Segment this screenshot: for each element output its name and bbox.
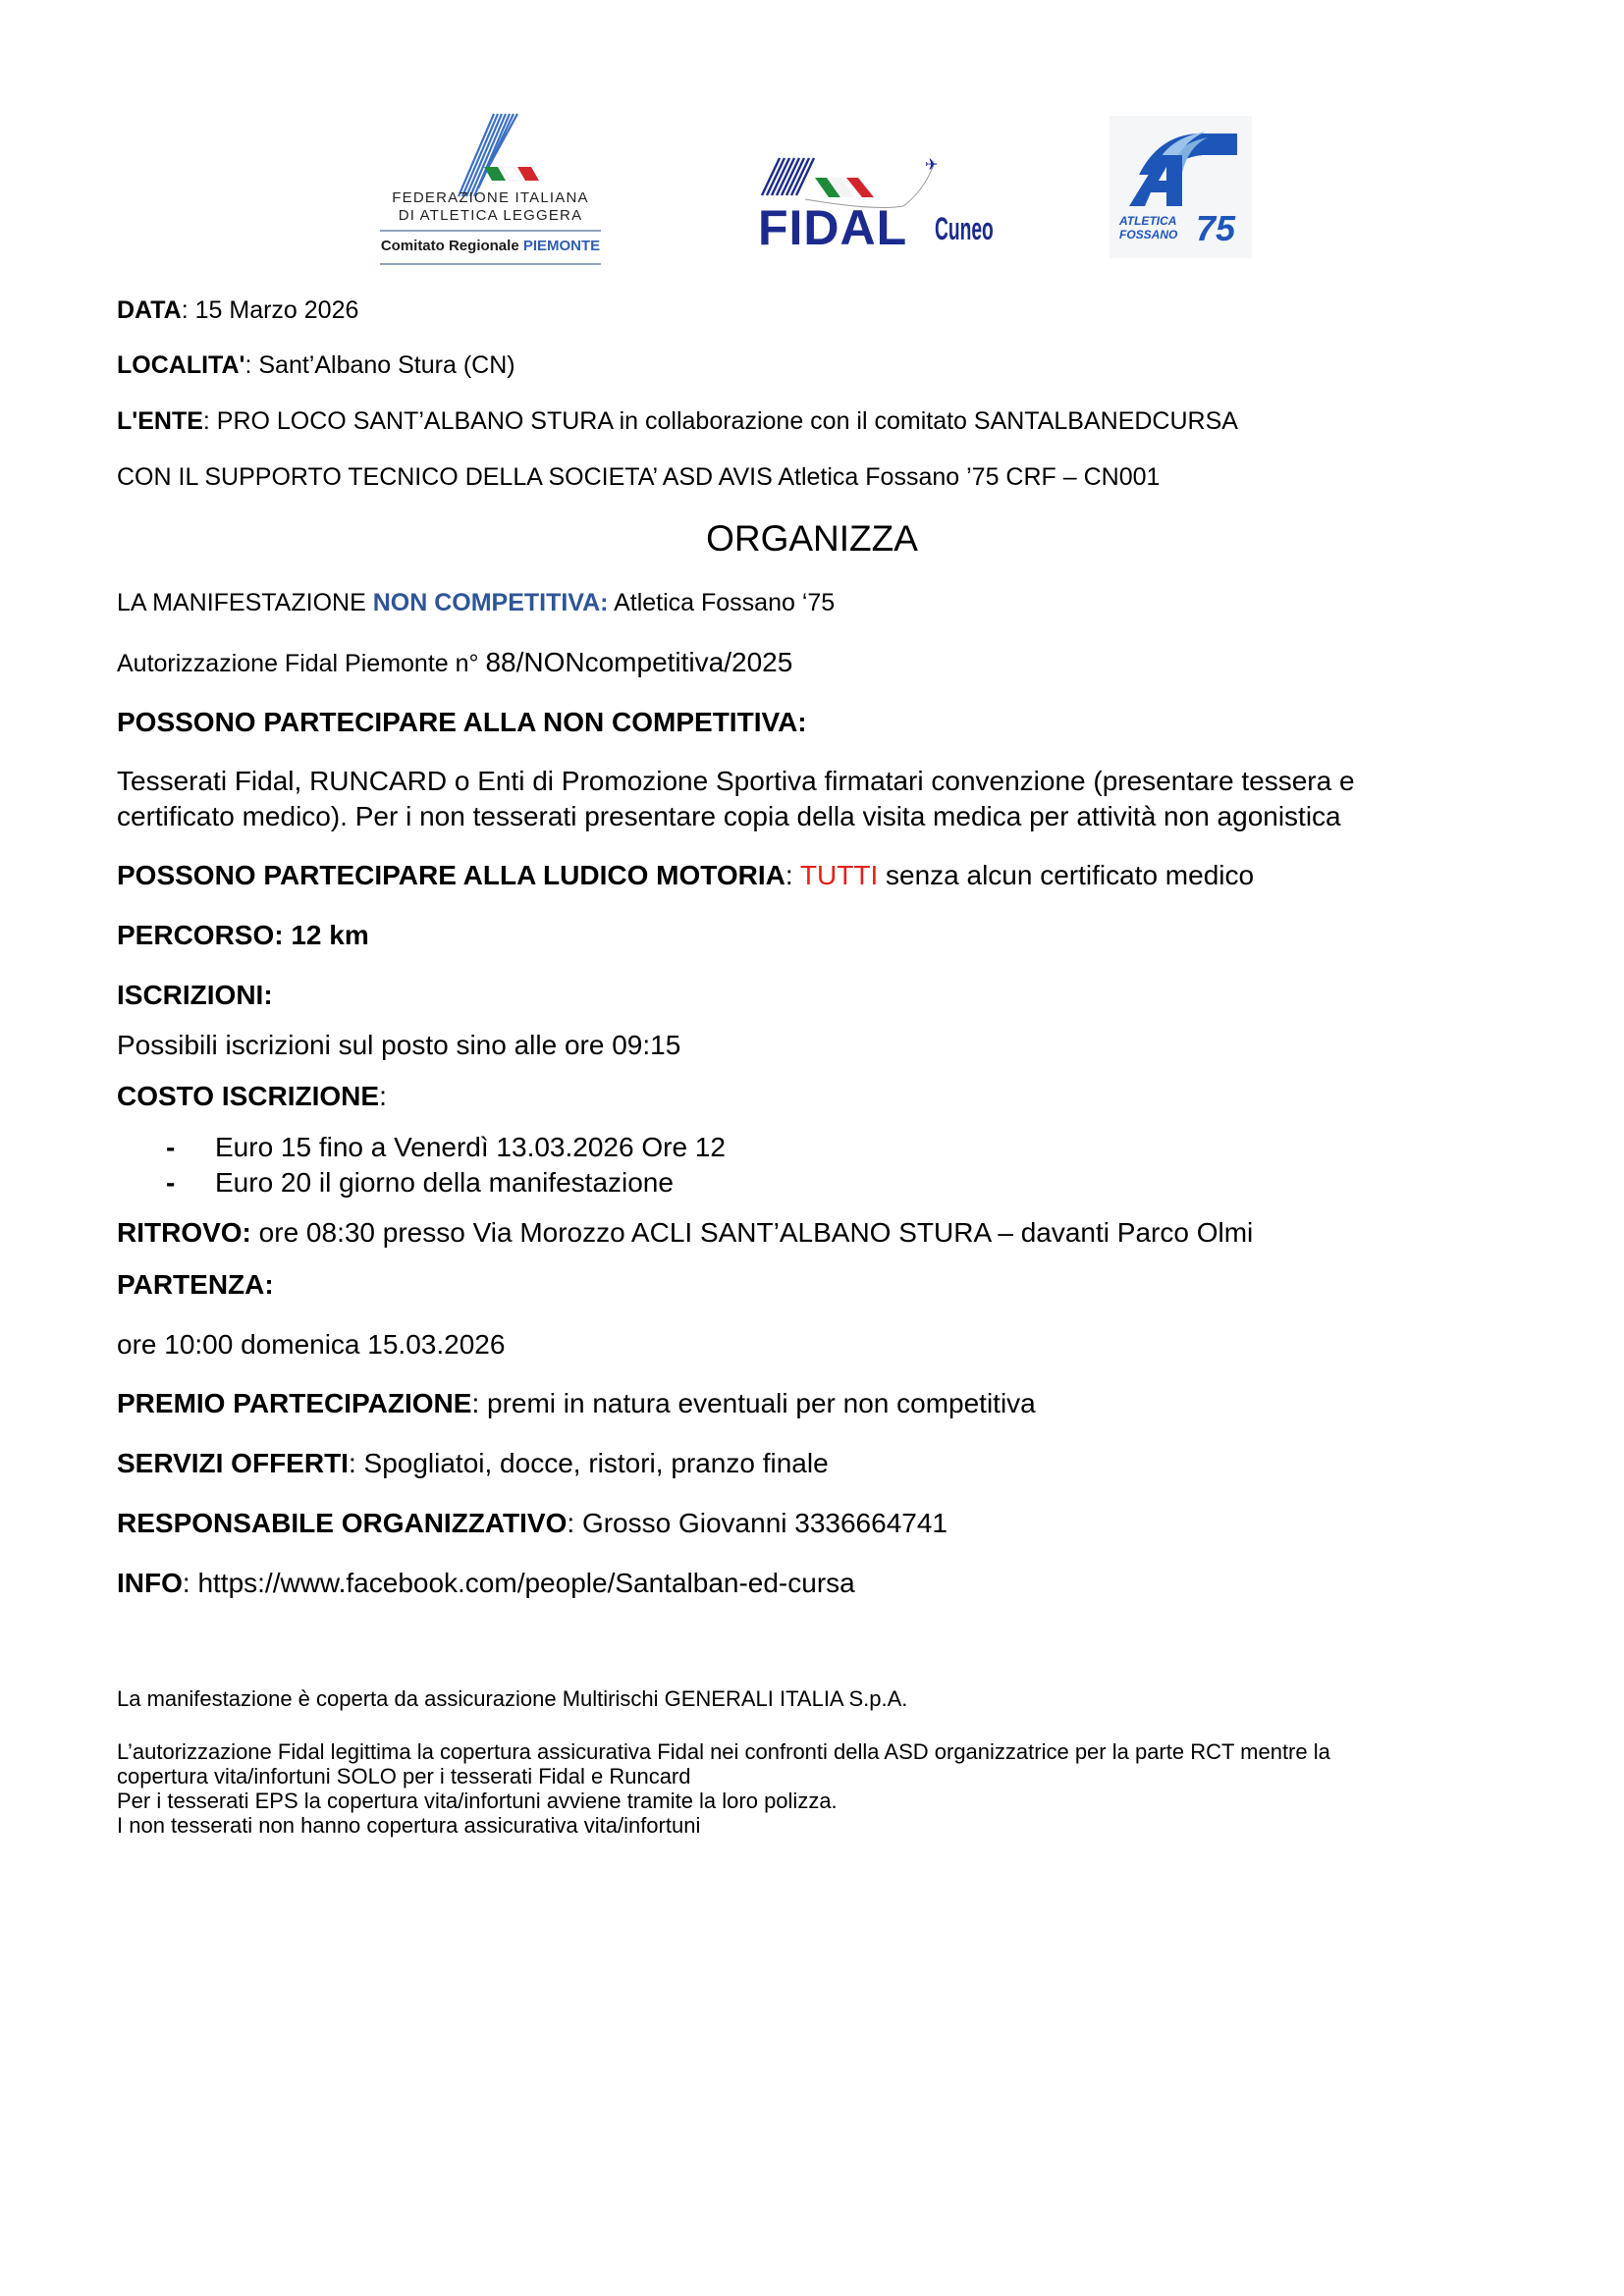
organizer-field xyxy=(117,407,1238,436)
fidal-piemonte-line1: FEDERAZIONE ITALIANA xyxy=(392,189,589,206)
start-time: ore 10:00 domenica 15.03.2026 xyxy=(117,1329,506,1360)
cost-heading xyxy=(117,1081,387,1112)
fossano-line1: ATLETICA xyxy=(1119,214,1177,228)
ludico-label: POSSONO PARTECIPARE ALLA LUDICO MOTORIA xyxy=(117,860,785,890)
insurance-note: La manifestazione è coperta da assicurazione Multirischi GENERALI ITALIA S.p.A. xyxy=(117,1686,908,1711)
authorization-prefix: Autorizzazione Fidal Piemonte n° xyxy=(117,650,486,677)
fidal-piemonte-logo xyxy=(368,110,604,267)
registration-text: Possibili iscrizioni sul posto sino alle ore 09:15 xyxy=(117,1030,681,1060)
fidal-cuneo-logo xyxy=(756,152,994,255)
date-label: DATA xyxy=(117,296,182,324)
non-competitive-text-line2: certificato medico). Per i non tesserati presentare copia della visita medica per attività non agonistica xyxy=(117,801,1341,831)
separator: : xyxy=(785,860,800,890)
fidal-cuneo-sub: Cuneo xyxy=(935,211,994,246)
authorization-number: 88/NONcompetitiva/2025 xyxy=(485,647,793,677)
prize-value: : premi in natura eventuali per non competitiva xyxy=(471,1388,1036,1418)
committee-label: Comitato Regionale xyxy=(380,238,519,254)
cost-list xyxy=(117,1132,726,1202)
facebook-link[interactable]: https://www.facebook.com/people/Santalban-ed-cursa xyxy=(197,1568,855,1598)
technical-support: CON IL SUPPORTO TECNICO DELLA SOCIETA’ ASD AVIS Atletica Fossano ’75 CRF – CN001 xyxy=(117,463,1161,491)
event-type xyxy=(117,589,835,617)
manager-value: : Grosso Giovanni 3336664741 xyxy=(567,1508,947,1538)
ludico-motoria xyxy=(117,860,1254,891)
bullet: - xyxy=(166,1167,176,1198)
insurance-line: copertura vita/infortuni SOLO per i tesserati Fidal e Runcard xyxy=(117,1764,691,1789)
services-value: : Spogliatoi, docce, ristori, pranzo finale xyxy=(348,1448,829,1478)
start-heading: PARTENZA: xyxy=(117,1269,274,1300)
insurance-line: L’autorizzazione Fidal legittima la copertura assicurativa Fidal nei confronti della ASD organizzatrice per la parte RCT mentre la xyxy=(117,1739,1330,1764)
event-type-prefix: LA MANIFESTAZIONE xyxy=(117,589,373,616)
cost-item xyxy=(117,1167,726,1202)
non-competitive-heading: POSSONO PARTECIPARE ALLA NON COMPETITIVA: xyxy=(117,707,807,737)
location-field xyxy=(117,351,515,380)
organizza-heading: ORGANIZZA xyxy=(706,518,918,559)
date-field xyxy=(117,296,358,325)
region-label: PIEMONTE xyxy=(522,238,601,254)
fidal-piemonte-line2: DI ATLETICA LEGGERA xyxy=(398,207,583,224)
info-field xyxy=(117,1568,855,1599)
bullet: - xyxy=(166,1132,176,1162)
manager-field xyxy=(117,1508,947,1539)
svg-text:✈: ✈ xyxy=(925,155,939,174)
prize-field xyxy=(117,1388,1036,1419)
non-competitive-highlight: NON COMPETITIVA: xyxy=(372,589,609,616)
info-label: INFO xyxy=(117,1568,183,1598)
non-competitive-text-line1: Tesserati Fidal, RUNCARD o Enti di Promozione Sportiva firmatari convenzione (presentare tessera e xyxy=(117,766,1355,796)
course-distance: PERCORSO: 12 km xyxy=(117,920,369,950)
insurance-line: Per i tesserati EPS la copertura vita/infortuni avviene tramite la loro polizza. xyxy=(117,1789,838,1813)
fossano-text xyxy=(1119,214,1177,241)
authorization xyxy=(117,647,792,678)
registration-heading: ISCRIZIONI: xyxy=(117,980,273,1010)
date-value: : 15 Marzo 2026 xyxy=(181,296,359,324)
organizer-label: L'ENTE xyxy=(117,407,203,435)
separator: : xyxy=(182,1568,198,1598)
meeting-value: ore 08:30 presso Via Morozzo ACLI SANT’ALBANO STURA – davanti Parco Olmi xyxy=(250,1217,1254,1248)
fidal-piemonte-committee xyxy=(380,238,601,254)
ludico-suffix: senza alcun certificato medico xyxy=(878,860,1255,890)
fidal-cuneo-main: FIDAL xyxy=(758,200,908,255)
cost-item-text: Euro 15 fino a Venerdì 13.03.2026 Ore 12 xyxy=(215,1132,726,1162)
separator: : xyxy=(379,1081,387,1111)
insurance-line: I non tesserati non hanno copertura assicurativa vita/infortuni xyxy=(117,1813,701,1838)
fossano-emblem-icon xyxy=(1110,116,1252,214)
fidal-stripes-icon xyxy=(437,110,555,198)
divider xyxy=(380,263,601,265)
services-field xyxy=(117,1448,829,1479)
services-label: SERVIZI OFFERTI xyxy=(117,1448,349,1478)
location-value: : Sant’Albano Stura (CN) xyxy=(244,351,515,379)
prize-label: PREMIO PARTECIPAZIONE xyxy=(117,1388,472,1418)
cost-item xyxy=(117,1132,726,1167)
fossano-number: 75 xyxy=(1196,208,1236,248)
cost-item-text: Euro 20 il giorno della manifestazione xyxy=(215,1167,674,1198)
divider xyxy=(380,230,601,232)
cost-label: COSTO ISCRIZIONE xyxy=(117,1081,380,1111)
insurance-details xyxy=(117,1739,1330,1838)
manager-label: RESPONSABILE ORGANIZZATIVO xyxy=(117,1508,568,1538)
meeting-point xyxy=(117,1217,1253,1249)
atletica-fossano-logo xyxy=(1110,116,1252,258)
fossano-line2: FOSSANO xyxy=(1119,228,1178,241)
organizer-value: : PRO LOCO SANT’ALBANO STURA in collaborazione con il comitato SANTALBANEDCURSA xyxy=(202,407,1238,435)
event-type-suffix: Atletica Fossano ‘75 xyxy=(608,589,836,616)
meeting-label: RITROVO: xyxy=(117,1217,251,1248)
tutti-highlight: TUTTI xyxy=(799,860,879,890)
location-label: LOCALITA' xyxy=(117,351,245,379)
